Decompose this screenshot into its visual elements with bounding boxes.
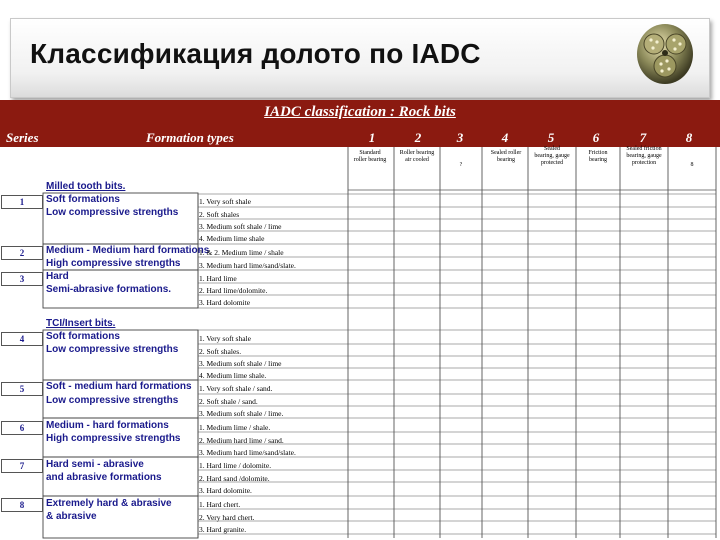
series-3-formation-1: 1. Hard lime [199, 274, 237, 283]
series-number-4: 4 [1, 332, 43, 346]
series-1-name-line-2: Low compressive strengths [46, 207, 179, 218]
series-4-formation-2: 2. Soft shales. [199, 347, 242, 356]
column-type-2 [394, 150, 440, 190]
section-title-tci-insert: TCI/Insert bits. [46, 318, 116, 329]
series-3-formation-3: 3. Hard dolomite [199, 298, 251, 307]
column-type-6 [576, 150, 620, 190]
series-6-formation-1: 1. Medium lime / shale. [199, 423, 271, 432]
tricone-drill-bit-image [634, 20, 696, 86]
series-8-formation-3: 3. Hard granite. [199, 525, 247, 534]
column-type-5-line-2: bearing, gauge [534, 153, 570, 159]
column-header-1: 1 [368, 130, 376, 145]
series-number-3: 3 [1, 272, 43, 286]
column-header-2: 2 [414, 130, 422, 145]
column-header-6: 6 [592, 130, 600, 145]
column-type-1 [349, 150, 391, 190]
series-5-formation-1: 1. Very soft shale / sand. [199, 384, 273, 393]
series-6-formation-2: 2. Medium hard lime / sand. [199, 436, 284, 445]
series-6-name-line-2: High compressive strengths [46, 433, 181, 444]
series-2-name-line-2: High compressive strengths [46, 258, 181, 269]
column-header-7: 7 [639, 130, 647, 145]
series-4-formation-1: 1. Very soft shale [199, 334, 251, 343]
series-1-formation-1: 1. Very soft shale [199, 197, 251, 206]
series-number-8: 8 [1, 498, 43, 512]
series-8-name-line-2: & abrasive [46, 511, 97, 522]
series-2-formation-2: 3. Medium hard lime/sand/slate. [199, 261, 296, 270]
column-type-4 [484, 150, 528, 190]
column-type-1-line-1: Standard [359, 150, 381, 156]
series-7-formation-3: 3. Hard dolomite. [199, 486, 252, 495]
column-type-4-line-1: Sealed roller [490, 150, 522, 156]
column-type-5-line-3: protected [540, 160, 564, 166]
series-5-formation-3: 3. Medium soft shale / lime. [199, 409, 284, 418]
series-7-name-line-2: and abrasive formations [46, 472, 162, 483]
series-7-name-line-1: Hard semi - abrasive [46, 459, 144, 470]
series-8-formation-2: 2. Very hard chert. [199, 513, 255, 522]
column-header-8: 8 [685, 130, 693, 145]
series-4-formation-3: 3. Medium soft shale / lime [199, 359, 282, 368]
series-4-formation-4: 4. Medium lime shale. [199, 371, 267, 380]
series-5-name-line-1: Soft - medium hard formations [46, 381, 192, 392]
column-type-4-line-2: bearing [497, 157, 515, 163]
column-type-8 [672, 162, 712, 202]
series-6-name-line-1: Medium - hard formations [46, 420, 169, 431]
series-1-formation-4: 4. Medium lime shale [199, 234, 265, 243]
column-type-6-line-2: bearing [589, 157, 607, 163]
series-5-formation-2: 2. Soft shale / sand. [199, 397, 258, 406]
column-header-4: 4 [501, 130, 509, 145]
column-type-5-line-1: Sealed [544, 146, 560, 152]
column-header-5: 5 [547, 130, 555, 145]
series-8-name-line-1: Extremely hard & abrasive [46, 498, 172, 509]
series-4-name-line-1: Soft formations [46, 331, 120, 342]
column-header-3: 3 [456, 130, 464, 145]
column-type-7-line-2: bearing, gauge [626, 153, 662, 159]
column-type-7-line-1: Sealed friction [626, 146, 662, 152]
series-1-formation-3: 3. Medium soft shale / lime [199, 222, 282, 231]
formation-types-header: Formation types [146, 130, 234, 145]
series-3-formation-2: 2. Hard lime/dolomite. [199, 286, 268, 295]
series-5-name-line-2: Low compressive strengths [46, 395, 179, 406]
section-title-milled-tooth: Milled tooth bits. [46, 181, 126, 192]
column-type-1-line-2: roller bearing [353, 157, 387, 163]
column-type-2-line-1: Roller bearing [399, 150, 435, 156]
series-number-5: 5 [1, 382, 43, 396]
series-7-formation-1: 1. Hard lime / dolomite. [199, 461, 272, 470]
series-1-name-line-1: Soft formations [46, 194, 120, 205]
column-type-7-line-3: protection [631, 160, 657, 166]
column-type-2-line-2: air cooled [405, 157, 429, 163]
series-4-name-line-2: Low compressive strengths [46, 344, 179, 355]
series-3-name-line-2: Semi-abrasive formations. [46, 284, 172, 295]
series-number-1: 1 [1, 195, 43, 209]
column-type-3 [441, 162, 481, 202]
series-2-formation-1: 1. & 2. Medium lime / shale [199, 248, 284, 257]
series-8-formation-1: 1. Hard chert. [199, 500, 241, 509]
column-type-5 [530, 146, 574, 186]
column-type-3-line-1: ? [459, 162, 463, 168]
series-header: Series [6, 130, 39, 145]
series-7-formation-2: 2. Hard sand /dolomite. [199, 474, 270, 483]
column-type-7 [620, 146, 668, 186]
slide-title: Классификация долото по IADC [30, 38, 481, 69]
series-2-name-line-1: Medium - Medium hard formations [46, 245, 210, 256]
series-3-name-line-1: Hard [46, 271, 69, 282]
series-number-6: 6 [1, 421, 43, 435]
series-1-formation-2: 2. Soft shales [199, 210, 240, 219]
table-title: IADC classification : Rock bits [264, 104, 456, 120]
column-type-8-line-1: 8 [690, 162, 694, 168]
series-6-formation-3: 3. Medium hard lime/sand/slate. [199, 448, 296, 457]
column-type-6-line-1: Friction [588, 150, 608, 156]
series-number-2: 2 [1, 246, 43, 260]
series-number-7: 7 [1, 459, 43, 473]
iadc-table [0, 100, 720, 540]
